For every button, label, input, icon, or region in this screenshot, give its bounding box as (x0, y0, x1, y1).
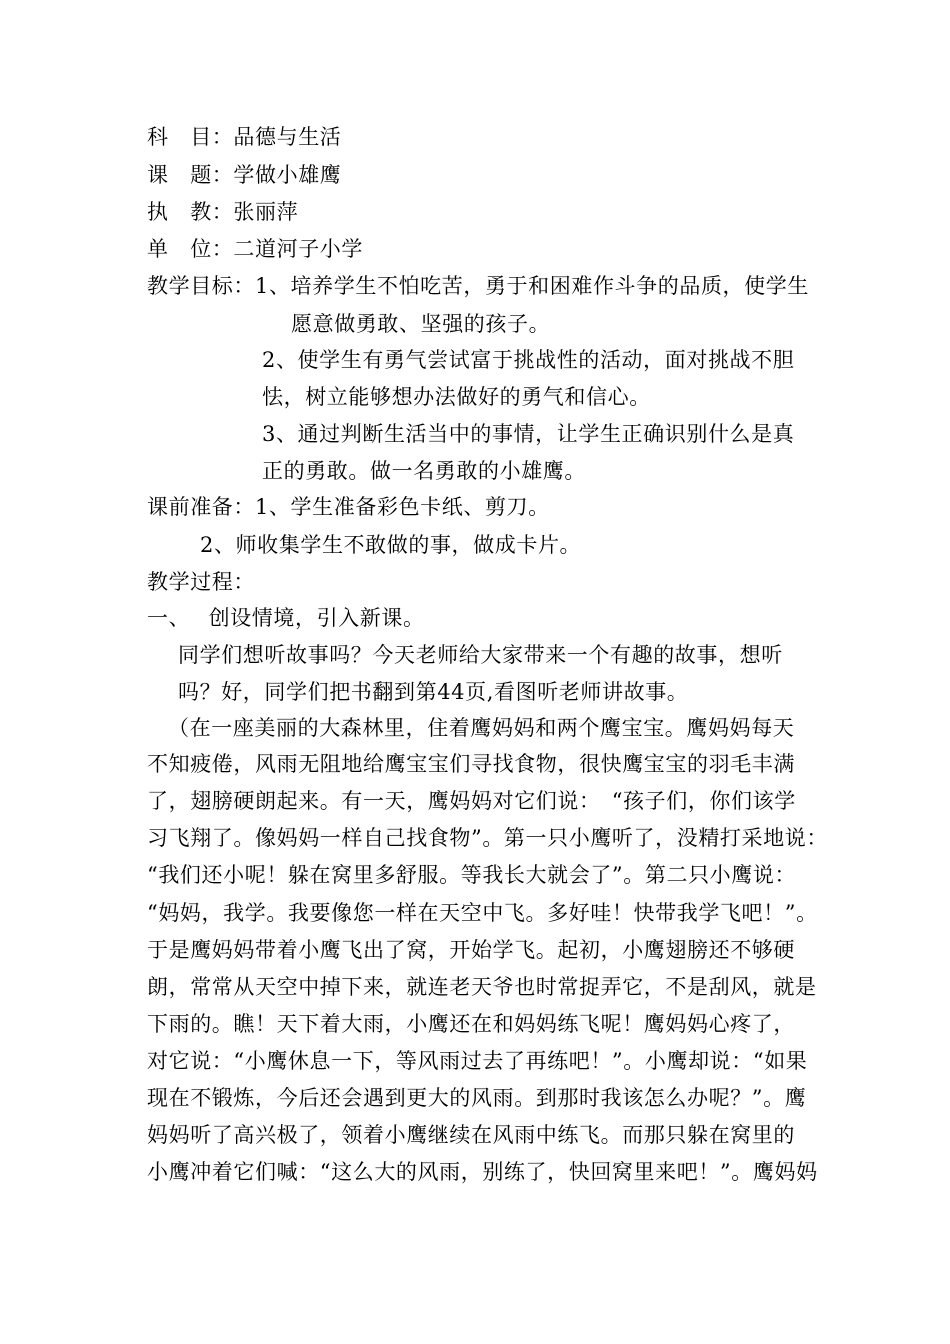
objective-3-line-2: 正的勇敢。做一名勇敢的小雄鹰。 (262, 459, 586, 483)
objective-3-line-1: 3、通过判断生活当中的事情，让学生正确识别什么是真 (262, 422, 795, 446)
objective-1-line-1: 教学目标：1、培养学生不怕吃苦，勇于和困难作斗争的品质，使学生 (147, 274, 809, 298)
preparation-line-2: 2、师收集学生不敢做的事，做成卡片。 (200, 533, 582, 557)
story-line: 不知疲倦，风雨无阻地给鹰宝宝们寻找食物，很快鹰宝宝的羽毛丰满 (147, 752, 795, 776)
story-line: 妈妈听了高兴极了，领着小鹰继续在风雨中练飞。而那只躲在窝里的 (147, 1123, 795, 1147)
intro-line-1: 同学们想听故事吗？今天老师给大家带来一个有趣的故事，想听 (178, 643, 783, 667)
preparation-line-1: 课前准备：1、学生准备彩色卡纸、剪刀。 (147, 495, 550, 519)
story-line: 下雨的。瞧！天下着大雨，小鹰还在和妈妈练飞呢！鹰妈妈心疼了， (147, 1012, 795, 1036)
unit-line: 单 位：二道河子小学 (147, 237, 363, 261)
story-line: “妈妈，我学。我要像您一样在天空中飞。多好哇！快带我学飞吧！”。 (147, 901, 818, 925)
story-line: 朗，常常从天空中掉下来，就连老天爷也时常捉弄它，不是刮风，就是 (147, 975, 817, 999)
story-line: 于是鹰妈妈带着小鹰飞出了窝，开始学飞。起初，小鹰翅膀还不够硬 (147, 938, 795, 962)
story-line: （在一座美丽的大森林里，住着鹰妈妈和两个鹰宝宝。鹰妈妈每天 (168, 716, 795, 740)
topic-line: 课 题：学做小雄鹰 (147, 163, 342, 187)
story-line: 对它说：“小鹰休息一下，等风雨过去了再练吧！”。小鹰却说：“如果 (147, 1049, 808, 1073)
objective-1-line-2: 愿意做勇敢、坚强的孩子。 (291, 312, 551, 336)
story-line: 了，翅膀硬朗起来。有一天，鹰妈妈对它们说： “孩子们，你们该学 (147, 789, 796, 813)
intro-line-2: 吗？好，同学们把书翻到第44页,看图听老师讲故事。 (178, 680, 689, 704)
step-1-heading: 一、 创设情境，引入新课。 (147, 606, 425, 630)
teacher-line: 执 教：张丽萍 (147, 200, 299, 224)
story-line: 习飞翔了。像妈妈一样自己找食物”。第一只小鹰听了，没精打采地说： (147, 826, 828, 850)
story-line: 小鹰冲着它们喊：“这么大的风雨，别练了，快回窝里来吧！”。鹰妈妈 (147, 1160, 818, 1184)
objective-2-line-2: 怯，树立能够想办法做好的勇气和信心。 (262, 385, 651, 409)
objective-2-line-1: 2、使学生有勇气尝试富于挑战性的活动，面对挑战不胆 (262, 348, 795, 372)
process-heading: 教学过程： (147, 570, 255, 594)
story-line: 现在不锻炼，今后还会遇到更大的风雨。到那时我该怎么办呢？”。鹰 (147, 1086, 807, 1110)
subject-line: 科 目：品德与生活 (147, 125, 342, 149)
story-line: “我们还小呢！躲在窝里多舒服。等我长大就会了”。第二只小鹰说： (147, 863, 797, 887)
